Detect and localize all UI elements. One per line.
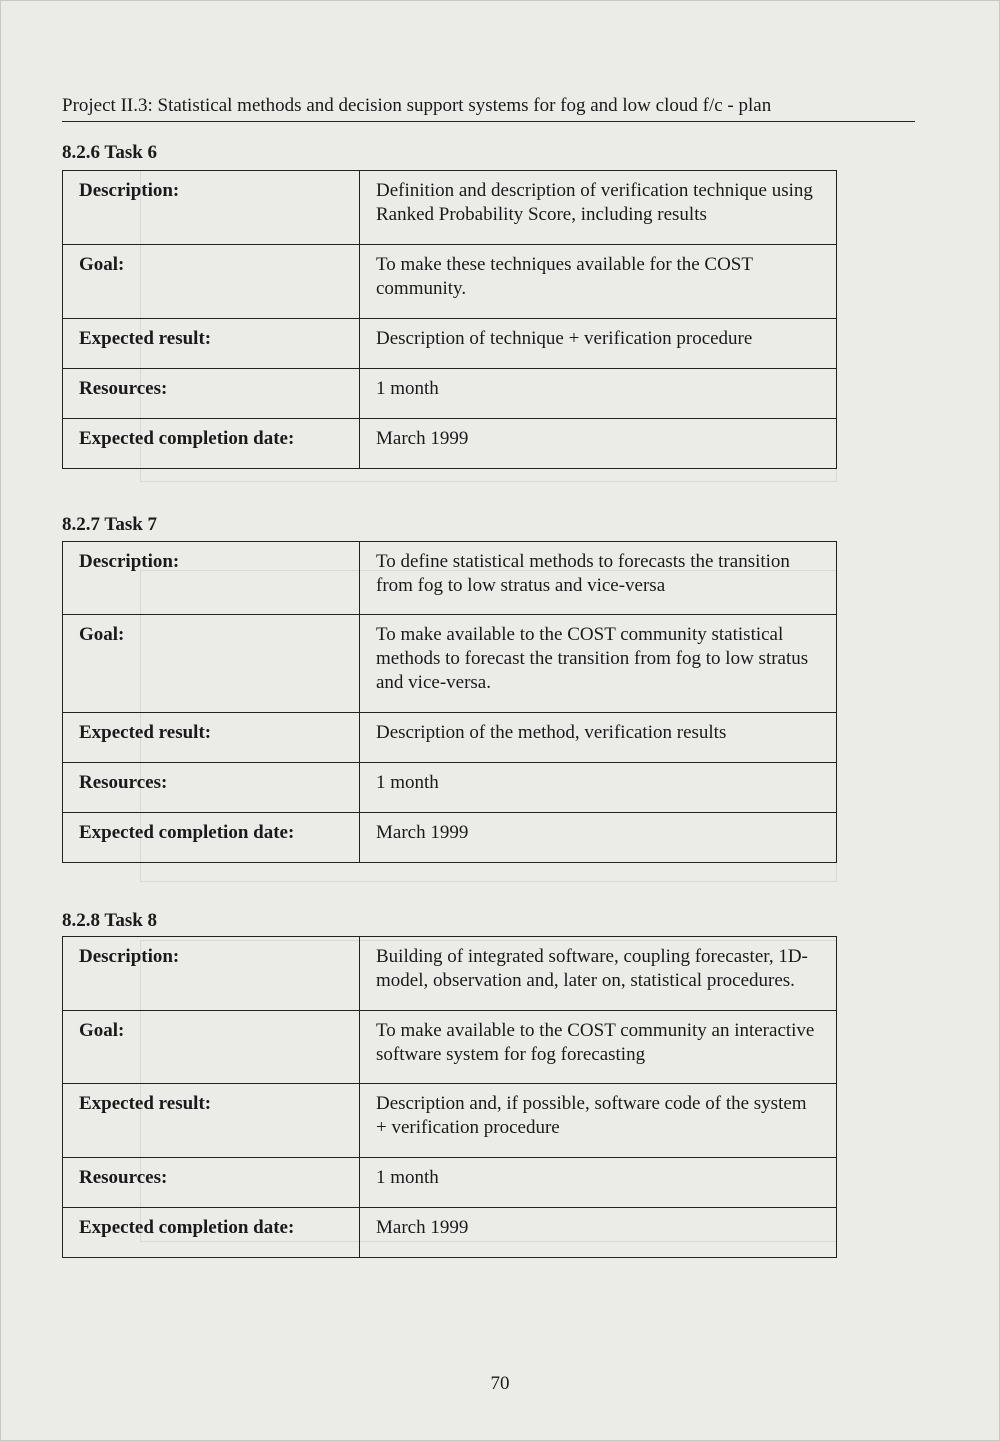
task-heading: 8.2.6 Task 6 (62, 142, 158, 163)
table-row (63, 369, 837, 419)
row-value: 1 month (360, 1158, 837, 1208)
page-number: 70 (490, 1373, 510, 1394)
row-value: To define statistical methods to forecasts the transition from fog to low stratus and vice-versa (360, 542, 837, 615)
row-value: Description and, if possible, software code of the system + verification procedure (360, 1084, 837, 1158)
row-value: 1 month (360, 369, 837, 419)
row-label: Goal: (63, 1011, 360, 1084)
row-value: March 1999 (360, 419, 837, 469)
row-value: To make available to the COST community an interactive software system for fog forecasting (360, 1011, 837, 1084)
task-heading: 8.2.7 Task 7 (62, 514, 158, 535)
row-value: Description of the method, verification results (360, 713, 837, 763)
row-value: To make available to the COST community statistical methods to forecast the transition from fog to low stratus and vice-versa. (360, 615, 837, 713)
row-label: Resources: (63, 763, 360, 813)
row-label: Expected result: (63, 1084, 360, 1158)
task-table (62, 936, 837, 1258)
table-row (63, 542, 837, 615)
row-label: Goal: (63, 615, 360, 713)
row-value: Building of integrated software, coupling forecaster, 1D-model, observation and, later on, statistical procedures. (360, 937, 837, 1011)
running-header: Project II.3: Statistical methods and decision support systems for fog and low cloud f/c - plan (62, 95, 915, 122)
task-heading: 8.2.8 Task 8 (62, 910, 158, 931)
table-row (63, 713, 837, 763)
row-value: Definition and description of verification technique using Ranked Probability Score, including results (360, 171, 837, 245)
row-label: Goal: (63, 245, 360, 319)
table-row (63, 1084, 837, 1158)
table-row (63, 615, 837, 713)
row-label: Resources: (63, 1158, 360, 1208)
task-7-section (62, 513, 837, 863)
table-row (63, 319, 837, 369)
row-value: March 1999 (360, 1208, 837, 1258)
task-table (62, 541, 837, 863)
table-row (63, 1208, 837, 1258)
task-6-section (62, 141, 837, 469)
table-row (63, 763, 837, 813)
table-row (63, 1011, 837, 1084)
row-label: Description: (63, 171, 360, 245)
row-label: Resources: (63, 369, 360, 419)
table-row (63, 937, 837, 1011)
row-label: Expected completion date: (63, 813, 360, 863)
row-value: 1 month (360, 763, 837, 813)
row-value: Description of technique + verification procedure (360, 319, 837, 369)
table-row (63, 1158, 837, 1208)
table-row (63, 245, 837, 319)
row-label: Expected result: (63, 319, 360, 369)
task-8-section (62, 909, 837, 1258)
row-value: To make these techniques available for the COST community. (360, 245, 837, 319)
table-row (63, 419, 837, 469)
row-label: Expected completion date: (63, 419, 360, 469)
row-value: March 1999 (360, 813, 837, 863)
row-label: Expected result: (63, 713, 360, 763)
row-label: Description: (63, 542, 360, 615)
row-label: Description: (63, 937, 360, 1011)
table-row (63, 813, 837, 863)
table-row (63, 171, 837, 245)
task-table (62, 170, 837, 469)
row-label: Expected completion date: (63, 1208, 360, 1258)
